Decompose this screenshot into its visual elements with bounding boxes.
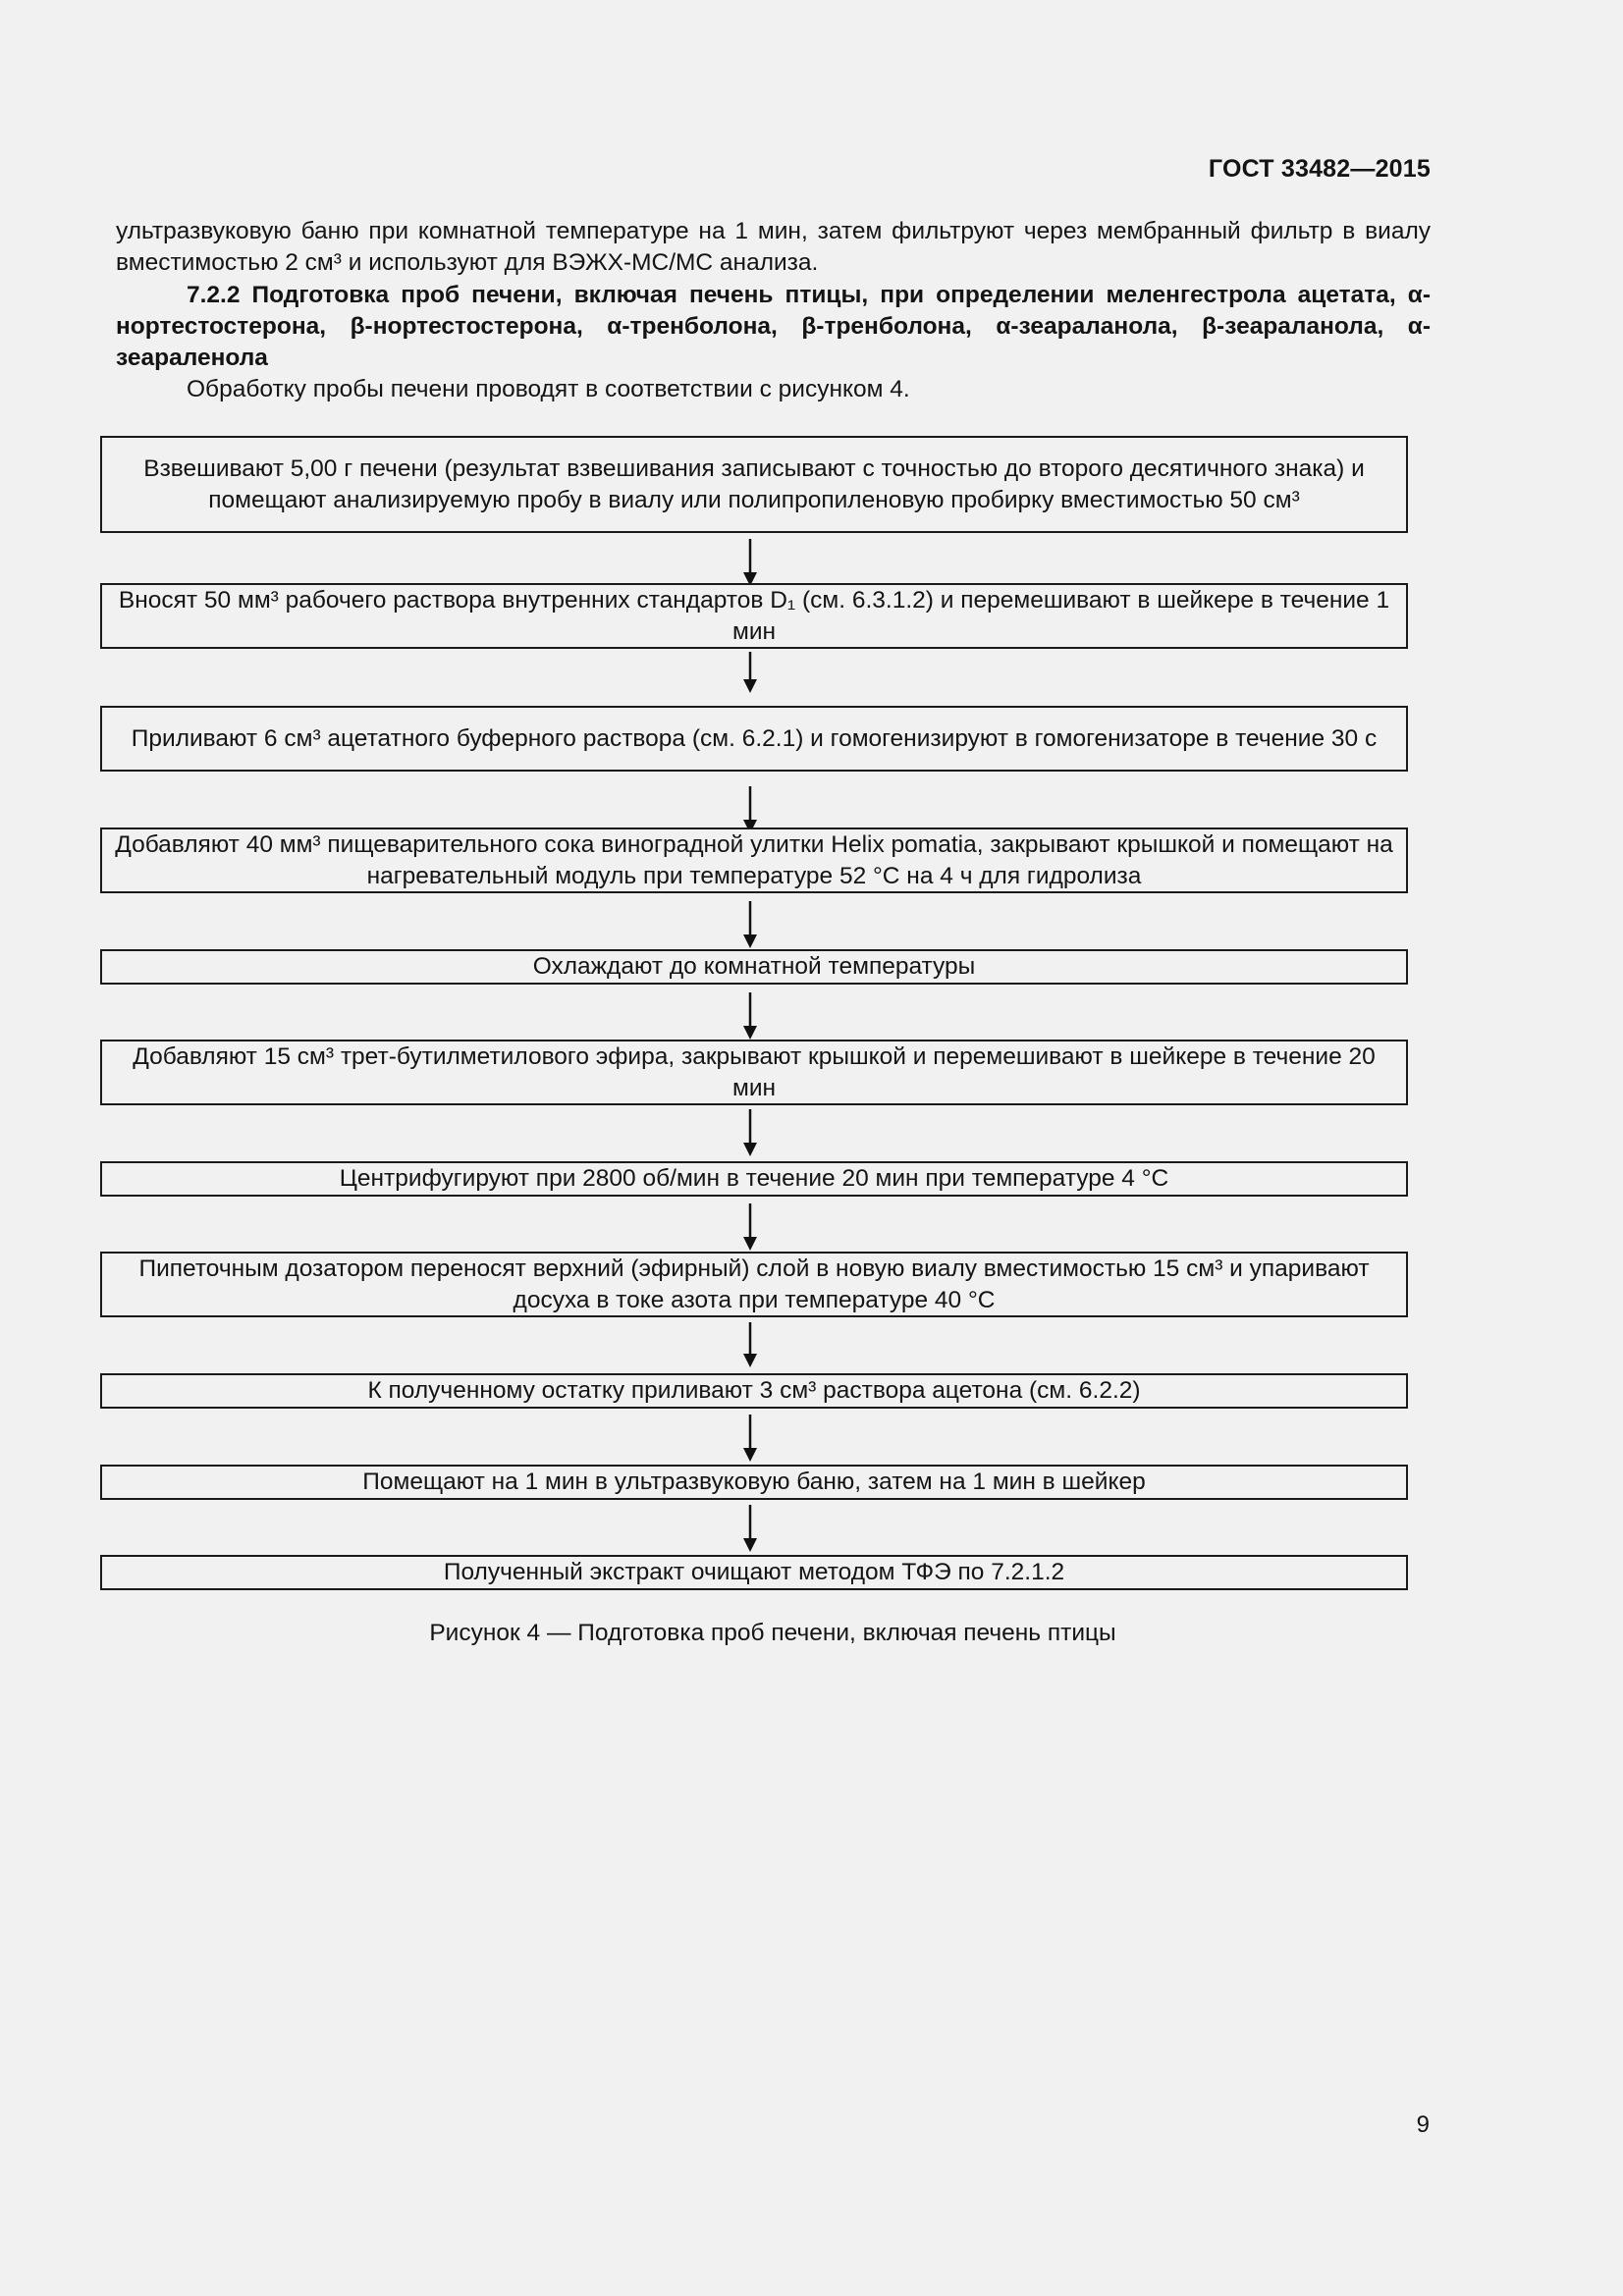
flow-step-10: Помещают на 1 мин в ультразвуковую баню, затем на 1 мин в шейкер [100, 1465, 1408, 1500]
paragraph-continuation: ультразвуковую баню при комнатной температуре на 1 мин, затем фильтруют через мембранный фильтр в виалу вместимостью 2 см³ и используют для ВЭЖХ-МС/МС анализа. [116, 218, 1431, 276]
flow-step-2: Вносят 50 мм³ рабочего раствора внутренних стандартов D₁ (см. 6.3.1.2) и перемешивают в шейкере в течение 1 мин [100, 583, 1408, 649]
document-code: ГОСТ 33482—2015 [1208, 155, 1431, 183]
flow-step-11: Полученный экстракт очищают методом ТФЭ по 7.2.1.2 [100, 1555, 1408, 1590]
figure-caption: Рисунок 4 — Подготовка проб печени, включая печень птицы [429, 1620, 1116, 1646]
flow-step-7: Центрифугируют при 2800 об/мин в течение 20 мин при температуре 4 °С [100, 1161, 1408, 1197]
page-number: 9 [1416, 2111, 1430, 2138]
flow-step-3: Приливают 6 см³ ацетатного буферного раствора (см. 6.2.1) и гомогенизируют в гомогенизаторе в течение 30 с [100, 706, 1408, 772]
section-heading-7-2-2: 7.2.2 Подготовка проб печени, включая печень птицы, при определении меленгестрола ацетата, α-нортестостерона, β-нортестостерона, α-тренболона, β-тренболона, α-зеараланола, β-зеараланола, α-зеараленола [116, 282, 1431, 371]
flow-step-5: Охлаждают до комнатной температуры [100, 949, 1408, 985]
paragraph-procedure-intro: Обработку пробы печени проводят в соответствии с рисунком 4. [187, 376, 910, 402]
flow-step-9: К полученному остатку приливают 3 см³ раствора ацетона (см. 6.2.2) [100, 1373, 1408, 1409]
flow-step-6: Добавляют 15 см³ трет-бутилметилового эфира, закрывают крышкой и перемешивают в шейкере в течение 20 мин [100, 1040, 1408, 1105]
flow-step-8: Пипеточным дозатором переносят верхний (эфирный) слой в новую виалу вместимостью 15 см³ и упаривают досуха в токе азота при температуре 40 °С [100, 1252, 1408, 1317]
flow-step-4: Добавляют 40 мм³ пищеварительного сока виноградной улитки Helix pomatia, закрывают крышкой и помещают на нагревательный модуль при температуре 52 °С на 4 ч для гидролиза [100, 828, 1408, 893]
flow-step-1: Взвешивают 5,00 г печени (результат взвешивания записывают с точностью до второго десятичного знака) и помещают анализируемую пробу в виалу или полипропиленовую пробирку вместимостью 50 см³ [100, 436, 1408, 533]
